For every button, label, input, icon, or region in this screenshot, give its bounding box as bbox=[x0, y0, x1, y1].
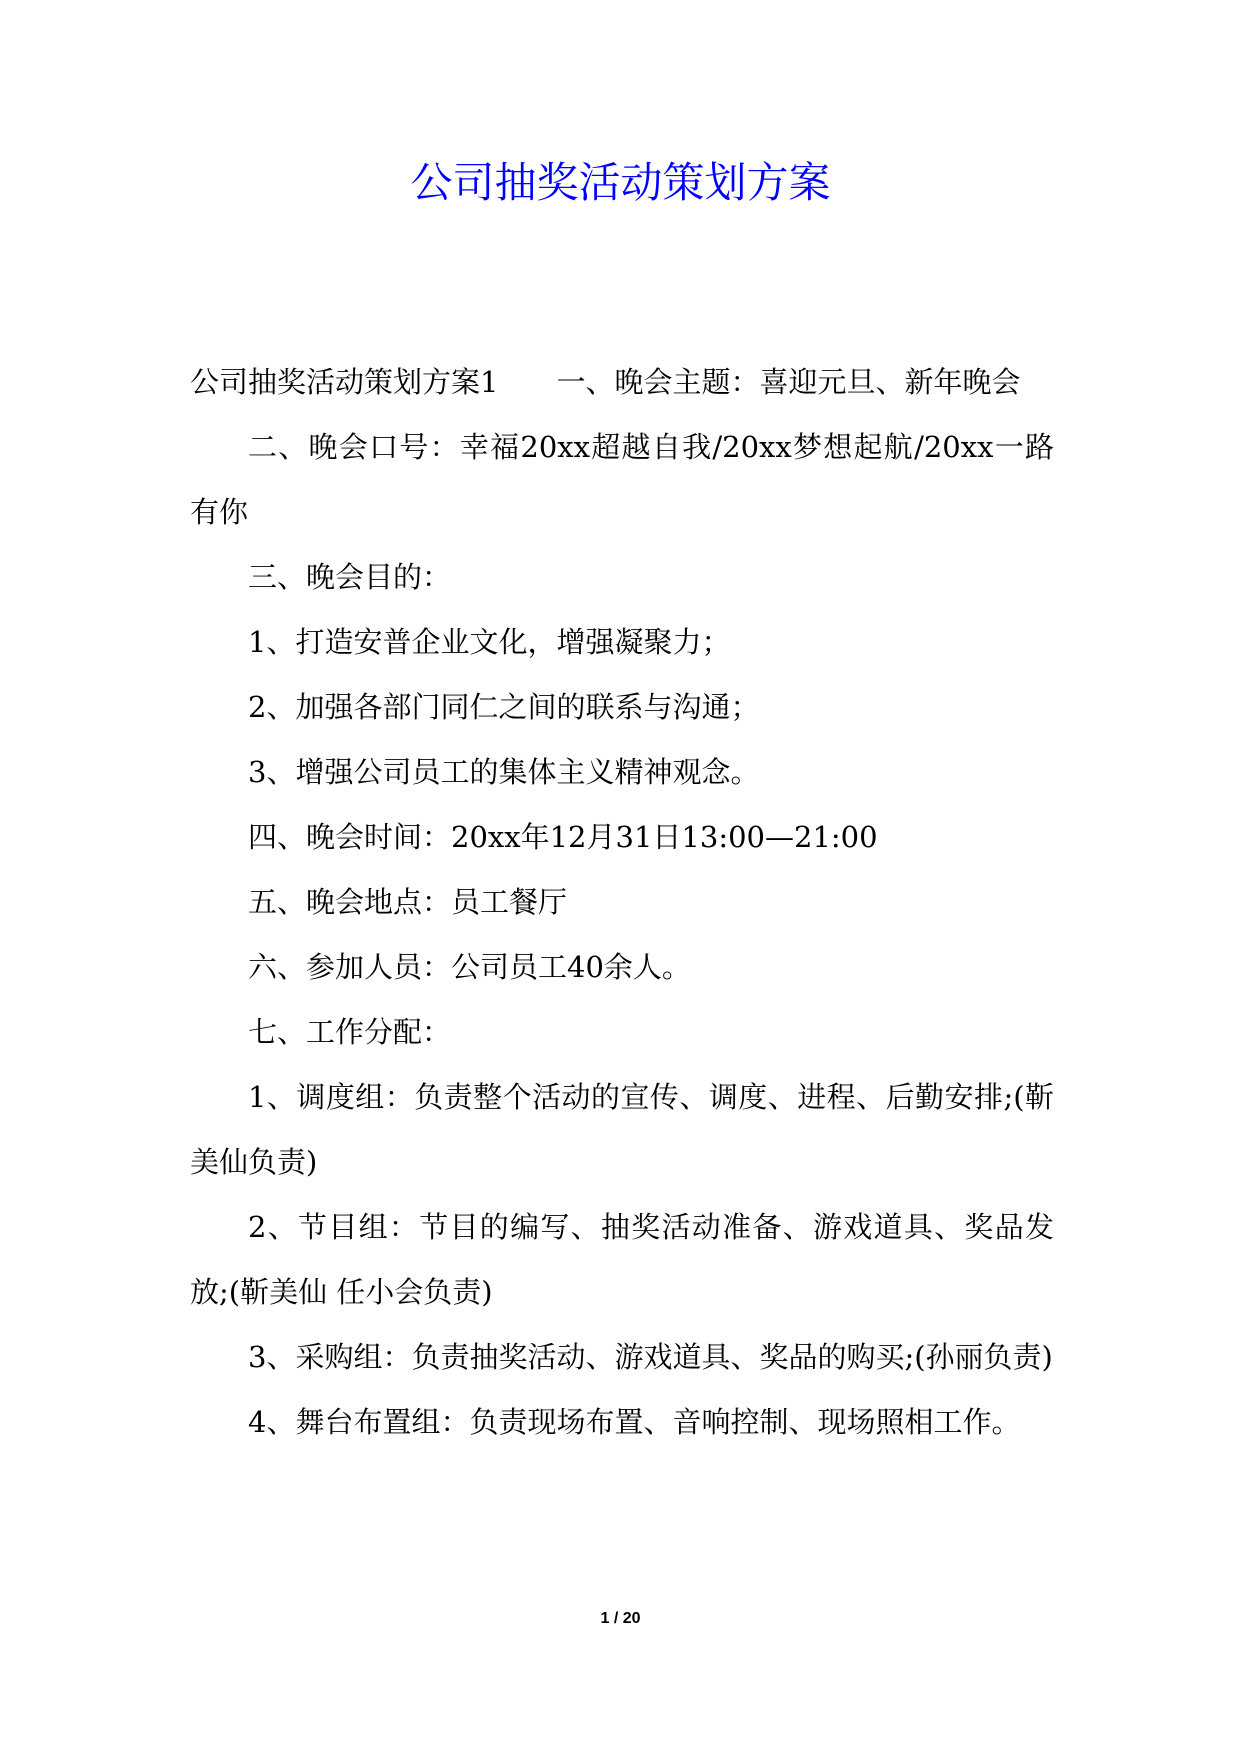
paragraph: 四、晚会时间：20xx年12月31日13:00—21:00 bbox=[248, 820, 878, 854]
paragraph: 2、加强各部门同仁之间的联系与沟通； bbox=[248, 690, 760, 724]
document-body bbox=[190, 350, 1054, 1455]
page-number: 1 / 20 bbox=[600, 1610, 641, 1627]
paragraph: 七、工作分配： bbox=[248, 1015, 452, 1049]
paragraph: 1、打造安普企业文化，增强凝聚力； bbox=[248, 625, 731, 659]
paragraph: 1、调度组：负责整个活动的宣传、调度、进程、后勤安排;(靳美仙负责) bbox=[190, 1080, 1054, 1179]
paragraph: 三、晚会目的： bbox=[248, 560, 452, 594]
paragraph: 二、晚会口号：幸福20xx超越自我/20xx梦想起航/20xx一路有你 bbox=[190, 430, 1054, 529]
paragraph: 五、晚会地点：员工餐厅 bbox=[248, 885, 568, 919]
paragraph: 4、舞台布置组：负责现场布置、音响控制、现场照相工作。 bbox=[248, 1405, 1021, 1439]
document-title: 公司抽奖活动策划方案 bbox=[410, 158, 831, 207]
paragraph: 公司抽奖活动策划方案1 一、晚会主题：喜迎元旦、新年晚会 bbox=[190, 365, 1021, 399]
paragraph: 2、节目组：节目的编写、抽奖活动准备、游戏道具、奖品发放;(靳美仙 任小会负责) bbox=[190, 1210, 1054, 1309]
paragraph: 六、参加人员：公司员工40余人。 bbox=[248, 950, 691, 984]
paragraph: 3、采购组：负责抽奖活动、游戏道具、奖品的购买;(孙丽负责) bbox=[248, 1340, 1053, 1374]
paragraph: 3、增强公司员工的集体主义精神观念。 bbox=[248, 755, 760, 789]
